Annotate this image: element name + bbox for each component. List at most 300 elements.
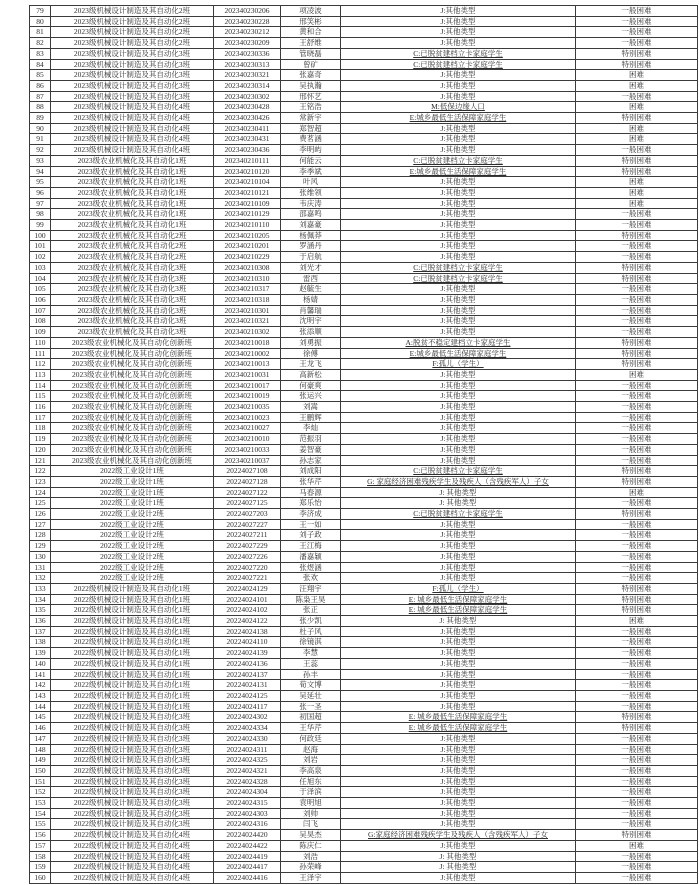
table-row xyxy=(30,680,698,691)
student-name: 王铭浩 xyxy=(281,102,341,113)
student-id: 202340210308 xyxy=(214,262,281,273)
class-name: 2022级机械设计制造及其自动化3班 xyxy=(51,755,214,766)
student-name: 罗涵丹 xyxy=(281,241,341,252)
difficulty-level: 一般困难 xyxy=(576,220,698,231)
student-id: 202340230209 xyxy=(214,38,281,49)
student-id: 202340210027 xyxy=(214,423,281,434)
table-row xyxy=(30,241,698,252)
row-index: 137 xyxy=(30,626,51,637)
row-index: 121 xyxy=(30,455,51,466)
difficulty-level: 一般困难 xyxy=(576,294,698,305)
student-name: 徐镜淇 xyxy=(281,637,341,648)
table-row xyxy=(30,594,698,605)
student-name: 杜子风 xyxy=(281,626,341,637)
difficulty-type: J:其他类型 xyxy=(341,562,576,573)
difficulty-level: 困难 xyxy=(576,102,698,113)
row-index: 132 xyxy=(30,573,51,584)
difficulty-type: F:孤儿（学生） xyxy=(341,359,576,370)
table-row xyxy=(30,444,698,455)
difficulty-type: J:其他类型 xyxy=(341,669,576,680)
class-name: 2023级机械设计制造及其自动化3班 xyxy=(51,70,214,81)
table-row xyxy=(30,220,698,231)
student-id: 202340210031 xyxy=(214,369,281,380)
table-row xyxy=(30,755,698,766)
difficulty-type: J:其他类型 xyxy=(341,80,576,91)
difficulty-level: 一般困难 xyxy=(576,637,698,648)
student-id: 202340230336 xyxy=(214,48,281,59)
class-name: 2023级农业机械化及其自动化3班 xyxy=(51,284,214,295)
student-id: 202340210310 xyxy=(214,273,281,284)
difficulty-type: J:其他类型 xyxy=(341,316,576,327)
student-name: 汪翔宇 xyxy=(281,583,341,594)
student-name: 何政廷 xyxy=(281,733,341,744)
student-name: 王鹏辉 xyxy=(281,412,341,423)
difficulty-level: 一般困难 xyxy=(576,444,698,455)
difficulty-type: J:其他类型 xyxy=(341,658,576,669)
difficulty-level: 困难 xyxy=(576,187,698,198)
table-row xyxy=(30,851,698,862)
student-id: 20224027203 xyxy=(214,509,281,520)
difficulty-level: 一般困难 xyxy=(576,402,698,413)
student-id: 20224027227 xyxy=(214,519,281,530)
student-id: 20224024311 xyxy=(214,744,281,755)
difficulty-type: J:其他类型 xyxy=(341,434,576,445)
student-id: 20224024139 xyxy=(214,648,281,659)
table-row xyxy=(30,412,698,423)
student-name: 肖馨瑞 xyxy=(281,305,341,316)
difficulty-level: 特别困难 xyxy=(576,359,698,370)
class-name: 2022级工业设计1班 xyxy=(51,498,214,509)
class-name: 2022级机械设计制造及其自动化1班 xyxy=(51,701,214,712)
difficulty-level: 一般困难 xyxy=(576,434,698,445)
row-index: 160 xyxy=(30,872,51,883)
table-row xyxy=(30,262,698,273)
difficulty-level: 特别困难 xyxy=(576,605,698,616)
table-row xyxy=(30,80,698,91)
student-name: 费茗涵 xyxy=(281,134,341,145)
difficulty-type: C:已脱贫建档立卡家庭学生 xyxy=(341,155,576,166)
difficulty-level: 一般困难 xyxy=(576,16,698,27)
student-id: 202340210023 xyxy=(214,412,281,423)
difficulty-type: C:已脱贫建档立卡家庭学生 xyxy=(341,262,576,273)
table-row xyxy=(30,562,698,573)
row-index: 129 xyxy=(30,541,51,552)
class-name: 2023级机械设计制造及其自动化2班 xyxy=(51,16,214,27)
student-name: 何豪爽 xyxy=(281,380,341,391)
row-index: 84 xyxy=(30,59,51,70)
student-name: 马春源 xyxy=(281,487,341,498)
student-name: 孙荣峰 xyxy=(281,862,341,873)
difficulty-type: J:其他类型 xyxy=(341,530,576,541)
table-row xyxy=(30,348,698,359)
row-index: 126 xyxy=(30,509,51,520)
difficulty-level: 一般困难 xyxy=(576,551,698,562)
student-name: 任旭东 xyxy=(281,776,341,787)
table-row xyxy=(30,509,698,520)
student-name: 张煜涵 xyxy=(281,562,341,573)
student-id: 202340230212 xyxy=(214,27,281,38)
student-id: 202340210111 xyxy=(214,155,281,166)
student-name: 吴执瀚 xyxy=(281,80,341,91)
difficulty-type: M:低保边缘人口 xyxy=(341,102,576,113)
student-name: 于泽滨 xyxy=(281,787,341,798)
class-name: 2022级机械设计制造及其自动化3班 xyxy=(51,787,214,798)
difficulty-level: 特别困难 xyxy=(576,113,698,124)
student-id: 202340230428 xyxy=(214,102,281,113)
class-name: 2023级农业机械化及其自动化创新班 xyxy=(51,391,214,402)
difficulty-type: J:其他类型 xyxy=(341,177,576,188)
table-row xyxy=(30,776,698,787)
class-name: 2022级机械设计制造及其自动化3班 xyxy=(51,776,214,787)
table-row xyxy=(30,541,698,552)
difficulty-type: C:已脱贫建档立卡家庭学生 xyxy=(341,273,576,284)
student-name: 徐傅 xyxy=(281,348,341,359)
difficulty-level: 一般困难 xyxy=(576,27,698,38)
student-id: 202340210019 xyxy=(214,391,281,402)
difficulty-level: 特别困难 xyxy=(576,166,698,177)
class-name: 2023级农业机械化及其自动化3班 xyxy=(51,294,214,305)
table-row xyxy=(30,145,698,156)
class-name: 2022级工业设计2班 xyxy=(51,541,214,552)
difficulty-type: J:其他类型 xyxy=(341,787,576,798)
table-row xyxy=(30,530,698,541)
row-index: 101 xyxy=(30,241,51,252)
difficulty-level: 一般困难 xyxy=(576,733,698,744)
difficulty-level: 一般困难 xyxy=(576,626,698,637)
student-name: 孙志家 xyxy=(281,455,341,466)
difficulty-level: 特别困难 xyxy=(576,337,698,348)
difficulty-type: J:其他类型 xyxy=(341,776,576,787)
difficulty-level: 一般困难 xyxy=(576,241,698,252)
student-name: 荀文博 xyxy=(281,680,341,691)
student-name: 刘子政 xyxy=(281,530,341,541)
difficulty-level: 一般困难 xyxy=(576,787,698,798)
difficulty-type: F:孤儿（学生） xyxy=(341,583,576,594)
difficulty-type: J:其他类型 xyxy=(341,134,576,145)
row-index: 158 xyxy=(30,851,51,862)
table-row xyxy=(30,16,698,27)
table-row xyxy=(30,327,698,338)
student-id: 20224024303 xyxy=(214,808,281,819)
difficulty-level: 一般困难 xyxy=(576,412,698,423)
difficulty-level: 一般困难 xyxy=(576,701,698,712)
difficulty-type: J:其他类型 xyxy=(341,733,576,744)
student-id: 20224027108 xyxy=(214,466,281,477)
student-id: 20224024125 xyxy=(214,691,281,702)
student-name: 王龙飞 xyxy=(281,359,341,370)
difficulty-type: J:其他类型 xyxy=(341,391,576,402)
student-id: 202340210129 xyxy=(214,209,281,220)
table-row xyxy=(30,637,698,648)
student-id: 202340210317 xyxy=(214,284,281,295)
student-name: 管晓磊 xyxy=(281,48,341,59)
difficulty-level: 一般困难 xyxy=(576,680,698,691)
difficulty-level: 一般困难 xyxy=(576,691,698,702)
row-index: 128 xyxy=(30,530,51,541)
row-index: 81 xyxy=(30,27,51,38)
row-index: 80 xyxy=(30,16,51,27)
difficulty-type: J:其他类型 xyxy=(341,252,576,263)
student-name: 项凌波 xyxy=(281,6,341,17)
difficulty-type: J:其他类型 xyxy=(341,541,576,552)
class-name: 2023级农业机械化及其自动化3班 xyxy=(51,305,214,316)
difficulty-type: J:其他类型 xyxy=(341,305,576,316)
difficulty-level: 一般困难 xyxy=(576,284,698,295)
difficulty-type: J:其他类型 xyxy=(341,241,576,252)
row-index: 96 xyxy=(30,187,51,198)
row-index: 131 xyxy=(30,562,51,573)
table-row xyxy=(30,91,698,102)
difficulty-level: 一般困难 xyxy=(576,744,698,755)
class-name: 2022级机械设计制造及其自动化1班 xyxy=(51,626,214,637)
difficulty-level: 特别困难 xyxy=(576,155,698,166)
difficulty-level: 一般困难 xyxy=(576,519,698,530)
difficulty-level: 困难 xyxy=(576,487,698,498)
row-index: 123 xyxy=(30,476,51,487)
row-index: 99 xyxy=(30,220,51,231)
difficulty-type: E: 城乡最低生活保障家庭学生 xyxy=(341,712,576,723)
table-row xyxy=(30,155,698,166)
class-name: 2023级农业机械化及其自动化1班 xyxy=(51,166,214,177)
student-name: 王泽宇 xyxy=(281,872,341,883)
difficulty-level: 一般困难 xyxy=(576,327,698,338)
student-id: 20224024110 xyxy=(214,637,281,648)
student-id: 20224027125 xyxy=(214,498,281,509)
difficulty-level: 特别困难 xyxy=(576,830,698,841)
difficulty-level: 一般困难 xyxy=(576,862,698,873)
difficulty-level: 特别困难 xyxy=(576,583,698,594)
class-name: 2023级机械设计制造及其自动化4班 xyxy=(51,145,214,156)
class-name: 2022级机械设计制造及其自动化3班 xyxy=(51,723,214,734)
difficulty-type: G: 家庭经济困难残疾学生及残疾人（含残疾军人）子女 xyxy=(341,476,576,487)
row-index: 154 xyxy=(30,808,51,819)
difficulty-type: J:其他类型 xyxy=(341,145,576,156)
table-row xyxy=(30,798,698,809)
student-name: 王蕊 xyxy=(281,658,341,669)
student-name: 沈明宇 xyxy=(281,316,341,327)
class-name: 2023级机械设计制造及其自动化3班 xyxy=(51,48,214,59)
table-row xyxy=(30,402,698,413)
class-name: 2023级机械设计制造及其自动化4班 xyxy=(51,102,214,113)
student-name: 刘嵩 xyxy=(281,402,341,413)
table-row xyxy=(30,70,698,81)
table-row xyxy=(30,59,698,70)
table-row xyxy=(30,102,698,113)
student-name: 李季斌 xyxy=(281,166,341,177)
class-name: 2022级机械设计制造及其自动化1班 xyxy=(51,616,214,627)
row-index: 91 xyxy=(30,134,51,145)
class-name: 2022级机械设计制造及其自动化1班 xyxy=(51,680,214,691)
student-id: 20224024131 xyxy=(214,680,281,691)
student-id: 20224024102 xyxy=(214,605,281,616)
student-name: 初国超 xyxy=(281,712,341,723)
difficulty-type: J:其他类型 xyxy=(341,551,576,562)
difficulty-level: 困难 xyxy=(576,369,698,380)
table-row xyxy=(30,177,698,188)
table-row xyxy=(30,434,698,445)
table-row xyxy=(30,648,698,659)
row-index: 155 xyxy=(30,819,51,830)
class-name: 2022级机械设计制造及其自动化4班 xyxy=(51,840,214,851)
difficulty-type: G:家庭经济困难残疾学生及残疾人（含残疾军人）子女 xyxy=(341,830,576,841)
difficulty-level: 一般困难 xyxy=(576,252,698,263)
row-index: 127 xyxy=(30,519,51,530)
student-name: 王舒维 xyxy=(281,38,341,49)
difficulty-type: J: 其他类型 xyxy=(341,616,576,627)
student-name: 闫飞 xyxy=(281,819,341,830)
row-index: 82 xyxy=(30,38,51,49)
student-id: 202340210018 xyxy=(214,337,281,348)
student-name: 刘勇振 xyxy=(281,337,341,348)
student-id: 20224024419 xyxy=(214,851,281,862)
difficulty-type: J:其他类型 xyxy=(341,70,576,81)
student-id: 202340210318 xyxy=(214,294,281,305)
student-id: 20224024334 xyxy=(214,723,281,734)
student-difficulty-table xyxy=(29,5,698,884)
table-row xyxy=(30,765,698,776)
difficulty-level: 困难 xyxy=(576,198,698,209)
student-id: 202340210037 xyxy=(214,455,281,466)
row-index: 120 xyxy=(30,444,51,455)
row-index: 95 xyxy=(30,177,51,188)
student-name: 孙丰 xyxy=(281,669,341,680)
difficulty-level: 一般困难 xyxy=(576,808,698,819)
class-name: 2022级机械设计制造及其自动化1班 xyxy=(51,648,214,659)
class-name: 2022级机械设计制造及其自动化1班 xyxy=(51,605,214,616)
difficulty-type: J:其他类型 xyxy=(341,91,576,102)
student-name: 张少凯 xyxy=(281,616,341,627)
row-index: 134 xyxy=(30,594,51,605)
table-row xyxy=(30,712,698,723)
difficulty-level: 困难 xyxy=(576,177,698,188)
table-row xyxy=(30,166,698,177)
difficulty-type: J:其他类型 xyxy=(341,198,576,209)
difficulty-level: 一般困难 xyxy=(576,872,698,883)
student-id: 20224024321 xyxy=(214,765,281,776)
row-index: 94 xyxy=(30,166,51,177)
row-index: 142 xyxy=(30,680,51,691)
row-index: 112 xyxy=(30,359,51,370)
class-name: 2023级农业机械化及其自动化3班 xyxy=(51,262,214,273)
difficulty-level: 一般困难 xyxy=(576,91,698,102)
difficulty-type: E:城乡最低生活保障家庭学生 xyxy=(341,113,576,124)
difficulty-type: J:其他类型 xyxy=(341,327,576,338)
difficulty-level: 特别困难 xyxy=(576,273,698,284)
difficulty-level: 困难 xyxy=(576,80,698,91)
student-id: 20224024325 xyxy=(214,755,281,766)
table-row xyxy=(30,701,698,712)
class-name: 2022级机械设计制造及其自动化4班 xyxy=(51,830,214,841)
table-row xyxy=(30,273,698,284)
difficulty-type: J:其他类型 xyxy=(341,380,576,391)
difficulty-level: 一般困难 xyxy=(576,648,698,659)
table-row xyxy=(30,487,698,498)
difficulty-level: 特别困难 xyxy=(576,723,698,734)
row-index: 141 xyxy=(30,669,51,680)
difficulty-level: 一般困难 xyxy=(576,851,698,862)
class-name: 2022级工业设计2班 xyxy=(51,551,214,562)
row-index: 92 xyxy=(30,145,51,156)
difficulty-level: 一般困难 xyxy=(576,380,698,391)
difficulty-level: 一般困难 xyxy=(576,819,698,830)
difficulty-type: C:已脱贫建档立卡家庭学生 xyxy=(341,466,576,477)
table-row xyxy=(30,551,698,562)
class-name: 2023级农业机械化及其自动化创新班 xyxy=(51,423,214,434)
row-index: 114 xyxy=(30,380,51,391)
student-name: 刘嘉豪 xyxy=(281,220,341,231)
student-name: 吴昊杰 xyxy=(281,830,341,841)
difficulty-type: J:其他类型 xyxy=(341,423,576,434)
student-name: 姜智豪 xyxy=(281,444,341,455)
table-row xyxy=(30,113,698,124)
student-id: 202340230411 xyxy=(214,123,281,134)
row-index: 140 xyxy=(30,658,51,669)
student-name: 赵海 xyxy=(281,744,341,755)
difficulty-level: 一般困难 xyxy=(576,530,698,541)
class-name: 2022级机械设计制造及其自动化4班 xyxy=(51,872,214,883)
difficulty-type: J:其他类型 xyxy=(341,123,576,134)
student-id: 202340210201 xyxy=(214,241,281,252)
table-row xyxy=(30,305,698,316)
table-row xyxy=(30,337,698,348)
student-name: 张维领 xyxy=(281,187,341,198)
row-index: 100 xyxy=(30,230,51,241)
student-id: 202340210104 xyxy=(214,177,281,188)
table-row xyxy=(30,187,698,198)
class-name: 2022级机械设计制造及其自动化1班 xyxy=(51,691,214,702)
class-name: 2022级工业设计2班 xyxy=(51,509,214,520)
table-row xyxy=(30,862,698,873)
table-row xyxy=(30,691,698,702)
class-name: 2022级工业设计1班 xyxy=(51,487,214,498)
difficulty-type: E: 城乡最低生活保障家庭学生 xyxy=(341,594,576,605)
table-row xyxy=(30,48,698,59)
student-name: 高新松 xyxy=(281,369,341,380)
class-name: 2023级农业机械化及其自动化创新班 xyxy=(51,348,214,359)
student-id: 20224024328 xyxy=(214,776,281,787)
difficulty-level: 一般困难 xyxy=(576,765,698,776)
row-index: 116 xyxy=(30,402,51,413)
difficulty-type: J:其他类型 xyxy=(341,765,576,776)
class-name: 2022级机械设计制造及其自动化4班 xyxy=(51,851,214,862)
student-name: 陈枭王昊 xyxy=(281,594,341,605)
class-name: 2023级机械设计制造及其自动化4班 xyxy=(51,134,214,145)
student-name: 吴延壮 xyxy=(281,691,341,702)
difficulty-level: 一般困难 xyxy=(576,455,698,466)
difficulty-level: 一般困难 xyxy=(576,38,698,49)
difficulty-type: J: 其他类型 xyxy=(341,862,576,873)
row-index: 113 xyxy=(30,369,51,380)
difficulty-type: C:已脱贫建档立卡家庭学生 xyxy=(341,48,576,59)
row-index: 79 xyxy=(30,6,51,17)
row-index: 117 xyxy=(30,412,51,423)
class-name: 2022级机械设计制造及其自动化4班 xyxy=(51,862,214,873)
table-row xyxy=(30,605,698,616)
student-name: 刘浩 xyxy=(281,851,341,862)
difficulty-type: J:其他类型 xyxy=(341,840,576,851)
difficulty-type: E: 城乡最低生活保障家庭学生 xyxy=(341,605,576,616)
table-body xyxy=(30,6,698,884)
student-id: 202340210033 xyxy=(214,444,281,455)
student-id: 202340230314 xyxy=(214,80,281,91)
student-id: 202340230228 xyxy=(214,16,281,27)
student-name: 范振羽 xyxy=(281,434,341,445)
student-id: 20224027128 xyxy=(214,476,281,487)
class-name: 2022级机械设计制造及其自动化1班 xyxy=(51,583,214,594)
table-row xyxy=(30,819,698,830)
difficulty-level: 一般困难 xyxy=(576,391,698,402)
table-row xyxy=(30,872,698,883)
